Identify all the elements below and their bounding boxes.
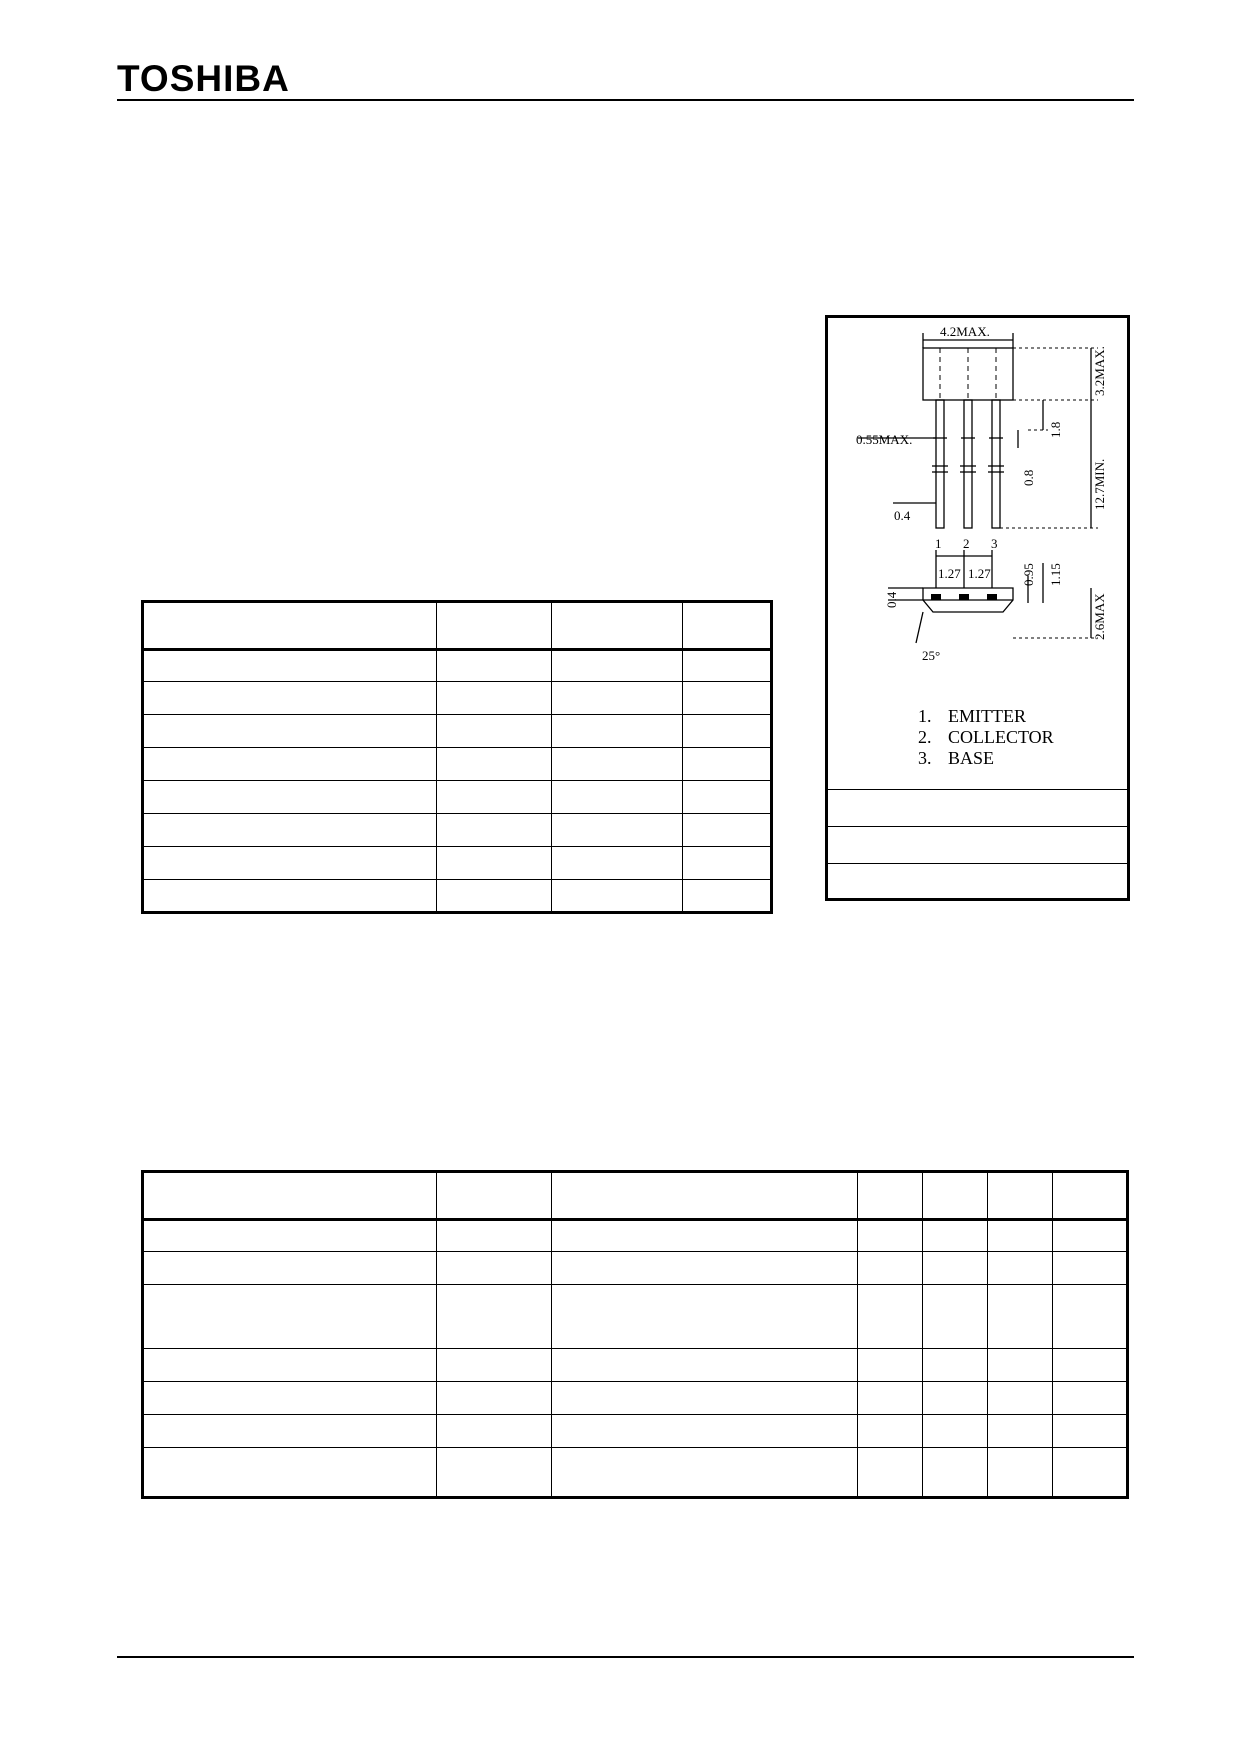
table-row [143, 650, 772, 682]
dim-lead-length-min: 12.7MIN. [1092, 458, 1107, 510]
table-row [143, 1285, 1128, 1349]
lead-shape [992, 400, 1000, 528]
lead-shape [964, 400, 972, 528]
pin-number-2: 2 [963, 536, 970, 551]
table-row [143, 1349, 1128, 1382]
table-row [143, 682, 772, 715]
ratings-table [141, 600, 773, 914]
table-cell [437, 602, 552, 650]
table-row [143, 1415, 1128, 1448]
dim-lead-thickness: 0.4 [894, 508, 911, 523]
pin-number-1: 1 [935, 536, 942, 551]
pin-number-3: 3 [991, 536, 998, 551]
table-header-row [143, 1172, 1128, 1220]
pin-assignment-list [918, 706, 1054, 769]
table-row [143, 1448, 1128, 1498]
table-cell [552, 602, 683, 650]
package-info-row [828, 863, 1127, 864]
table-row [143, 814, 772, 847]
package-drawing [828, 318, 1128, 898]
table-row [143, 1382, 1128, 1415]
lead-shape [936, 400, 944, 528]
table-cell [683, 602, 772, 650]
package-info-row [828, 789, 1127, 790]
table-cell [143, 602, 437, 650]
package-info-row [828, 826, 1127, 827]
table-row [143, 1220, 1128, 1252]
dim-side-a: 0.95 [1021, 563, 1036, 586]
dim-side-b: 1.15 [1048, 563, 1063, 586]
toshiba-logo: TOSHIBA [117, 58, 290, 99]
table-row [143, 715, 772, 748]
package-outline-box [825, 315, 1130, 901]
table-row [143, 1252, 1128, 1285]
table-row [143, 781, 772, 814]
dim-pin-pitch-2: 1.27 [968, 566, 991, 581]
dim-side-thickness: 0.4 [884, 591, 899, 608]
dim-height-max: 3.2MAX. [1092, 346, 1107, 396]
dim-lead-step: 0.8 [1021, 469, 1036, 486]
table-row [143, 748, 772, 781]
header-rule [117, 99, 1134, 101]
electrical-characteristics-table [141, 1170, 1129, 1499]
package-body-shape [923, 348, 1013, 400]
dim-pin-pitch-1: 1.27 [938, 566, 961, 581]
dim-angle: 25° [922, 648, 941, 663]
pin-item: 1. EMITTER [918, 706, 1026, 726]
pin-item: 2. COLLECTOR [918, 727, 1054, 747]
table-row [143, 847, 772, 880]
dim-width-max: 4.2MAX. [940, 324, 990, 339]
footer-rule [117, 1656, 1134, 1658]
table-row [143, 880, 772, 913]
dim-lead-width-max: 0.55MAX. [856, 432, 913, 447]
dim-depth-max: 2.6MAX [1092, 593, 1107, 640]
dim-lead-offset: 1.8 [1048, 421, 1063, 438]
table-header-row [143, 602, 772, 650]
pin-item: 3. BASE [918, 748, 995, 768]
